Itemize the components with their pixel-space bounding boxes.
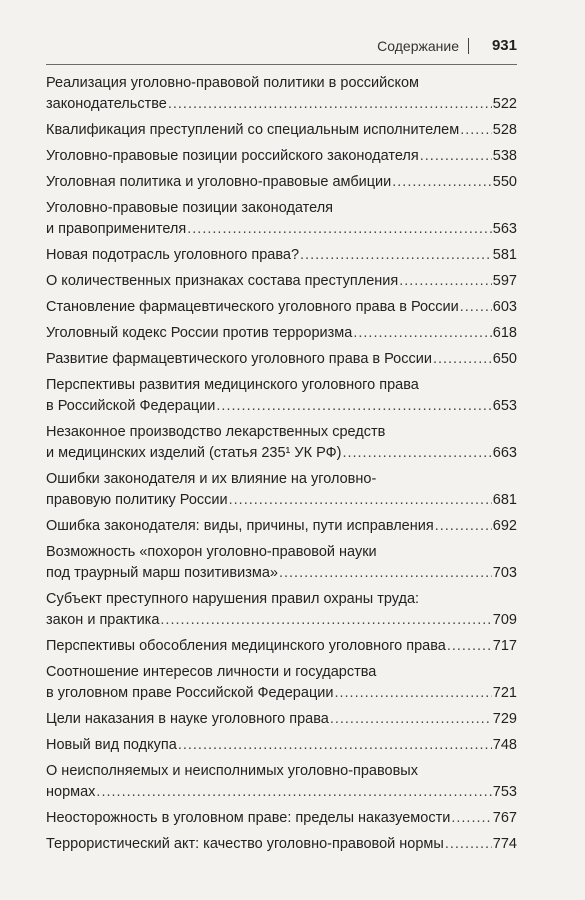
toc-entry-page: 703 [492,565,517,581]
header-divider [468,38,469,54]
toc-entry-last-line [46,271,517,292]
dot-leader [330,709,492,730]
toc-entry-title-line: в уголовном праве Российской Федерации [46,685,334,701]
dot-leader [334,683,491,704]
toc-entry [46,834,517,855]
toc-entry-page: 597 [492,273,517,289]
toc-entry [46,636,517,657]
toc-entry-last-line [46,563,517,584]
dot-leader [433,349,492,370]
toc-entry-title-line: Незаконное производство лекарственных средств [46,424,386,440]
toc-entry [46,245,517,266]
toc-entry [46,516,517,537]
toc-entry-title-line: О неисполняемых и неисполнимых уголовно-правовых [46,763,418,779]
toc-entry-page: 717 [492,638,517,654]
toc-entry [46,323,517,344]
toc-entry [46,469,517,511]
toc-entry-page: 767 [492,810,517,826]
toc-entry-title-line: Террористический акт: качество уголовно-правовой нормы [46,836,444,852]
dot-leader [451,808,491,829]
toc-entry-title-line: и медицинских изделий (статья 235¹ УК РФ) [46,445,342,461]
toc-entry-page: 563 [492,221,517,237]
toc-entry-last-line [46,297,517,318]
toc-entry-page: 618 [492,325,517,341]
dot-leader [279,563,492,584]
toc-entry-title-line: Перспективы обособления медицинского уголовного права [46,638,446,654]
toc-entry [46,589,517,631]
toc-entry-title-line: Становление фармацевтического уголовного права в России [46,299,459,315]
toc-entry-title-line: правовую политику России [46,492,228,508]
dot-leader [178,735,492,756]
toc-entry-page: 653 [492,398,517,414]
toc-entry-title-line: Развитие фармацевтического уголовного права в России [46,351,432,367]
toc-entry-title-line: закон и практика [46,612,160,628]
toc-entry-page: 522 [492,96,517,112]
toc-entry-page: 528 [492,122,517,138]
toc-entry-last-line [46,735,517,756]
toc-entry-page: 721 [492,685,517,701]
dot-leader [168,94,492,115]
toc-entry-page: 709 [492,612,517,628]
running-head-title: Содержание [377,38,459,54]
toc-entry-last-line [46,349,517,370]
toc-entry-page: 729 [492,711,517,727]
toc-entry-title-line: Ошибка законодателя: виды, причины, пути исправления [46,518,434,534]
toc-entry-last-line [46,782,517,803]
toc-entry [46,271,517,292]
toc-entry-last-line [46,808,517,829]
dot-leader [229,490,492,511]
toc-entry-page: 603 [492,299,517,315]
toc-entry [46,761,517,803]
toc-entry-page: 663 [492,445,517,461]
toc-entry-last-line [46,683,517,704]
toc-entry-last-line [46,146,517,167]
toc-entry-title-line: Ошибки законодателя и их влияние на уголовно- [46,471,377,487]
toc-entry [46,146,517,167]
dot-leader [447,636,492,657]
page-header [46,30,517,65]
toc-entry-title-line: законодательстве [46,96,167,112]
toc-entry-last-line [46,490,517,511]
toc-entry-title-line: и правоприменителя [46,221,187,237]
dot-leader [435,516,492,537]
toc-entry [46,662,517,704]
dot-leader [420,146,492,167]
toc-entry-last-line [46,172,517,193]
table-of-contents [46,73,517,860]
toc-entry-page: 748 [492,737,517,753]
toc-entry-title-line: Новый вид подкупа [46,737,177,753]
dot-leader [353,323,491,344]
toc-entry-page: 774 [492,836,517,852]
toc-entry-title-line: под траурный марш позитивизма» [46,565,278,581]
toc-entry [46,422,517,464]
toc-entry-page: 538 [492,148,517,164]
toc-entry-title-line: Уголовный кодекс России против терроризма [46,325,353,341]
toc-entry-last-line [46,94,517,115]
dot-leader [399,271,492,292]
toc-entry-title-line: Субъект преступного нарушения правил охраны труда: [46,591,420,607]
toc-entry-last-line [46,443,517,464]
toc-entry-last-line [46,709,517,730]
toc-entry-last-line [46,120,517,141]
toc-entry-last-line [46,396,517,417]
dot-leader [460,120,492,141]
toc-entry [46,375,517,417]
toc-entry-title-line: Цели наказания в науке уголовного права [46,711,329,727]
toc-entry-page: 581 [492,247,517,263]
toc-entry [46,709,517,730]
dot-leader [216,396,491,417]
toc-entry-title-line: Неосторожность в уголовном праве: пределы наказуемости [46,810,451,826]
dot-leader [392,172,492,193]
toc-entry-last-line [46,219,517,240]
toc-entry [46,172,517,193]
dot-leader [342,443,491,464]
toc-entry-last-line [46,323,517,344]
toc-entry [46,735,517,756]
toc-entry-title-line: нормах [46,784,96,800]
toc-entry-title-line: Уголовно-правовые позиции законодателя [46,200,334,216]
page-number: 931 [491,37,517,54]
toc-entry [46,349,517,370]
dot-leader [160,610,491,631]
toc-entry-page: 550 [492,174,517,190]
toc-entry [46,73,517,115]
toc-entry-title-line: Соотношение интересов личности и государства [46,664,377,680]
toc-entry-title-line: Реализация уголовно-правовой политики в российском [46,75,420,91]
toc-entry-page: 650 [492,351,517,367]
toc-entry [46,808,517,829]
toc-entry-title-line: О количественных признаках состава преступления [46,273,399,289]
toc-entry-title-line: Уголовная политика и уголовно-правовые амбиции [46,174,392,190]
toc-entry-last-line [46,516,517,537]
toc-entry [46,120,517,141]
dot-leader [96,782,491,803]
toc-entry [46,542,517,584]
dot-leader [300,245,492,266]
toc-entry [46,198,517,240]
toc-entry-last-line [46,610,517,631]
dot-leader [460,297,492,318]
toc-entry-page: 681 [492,492,517,508]
dot-leader [445,834,492,855]
toc-entry-title-line: Уголовно-правовые позиции российского законодателя [46,148,419,164]
toc-entry [46,297,517,318]
toc-entry-title-line: Квалификация преступлений со специальным исполнителем [46,122,460,138]
toc-entry-page: 753 [492,784,517,800]
dot-leader [187,219,492,240]
toc-entry-page: 692 [492,518,517,534]
toc-entry-title-line: в Российской Федерации [46,398,216,414]
toc-entry-last-line [46,834,517,855]
toc-entry-last-line [46,245,517,266]
toc-entry-title-line: Новая подотрасль уголовного права? [46,247,300,263]
toc-entry-title-line: Возможность «похорон уголовно-правовой науки [46,544,377,560]
toc-entry-last-line [46,636,517,657]
toc-entry-title-line: Перспективы развития медицинского уголовного права [46,377,419,393]
